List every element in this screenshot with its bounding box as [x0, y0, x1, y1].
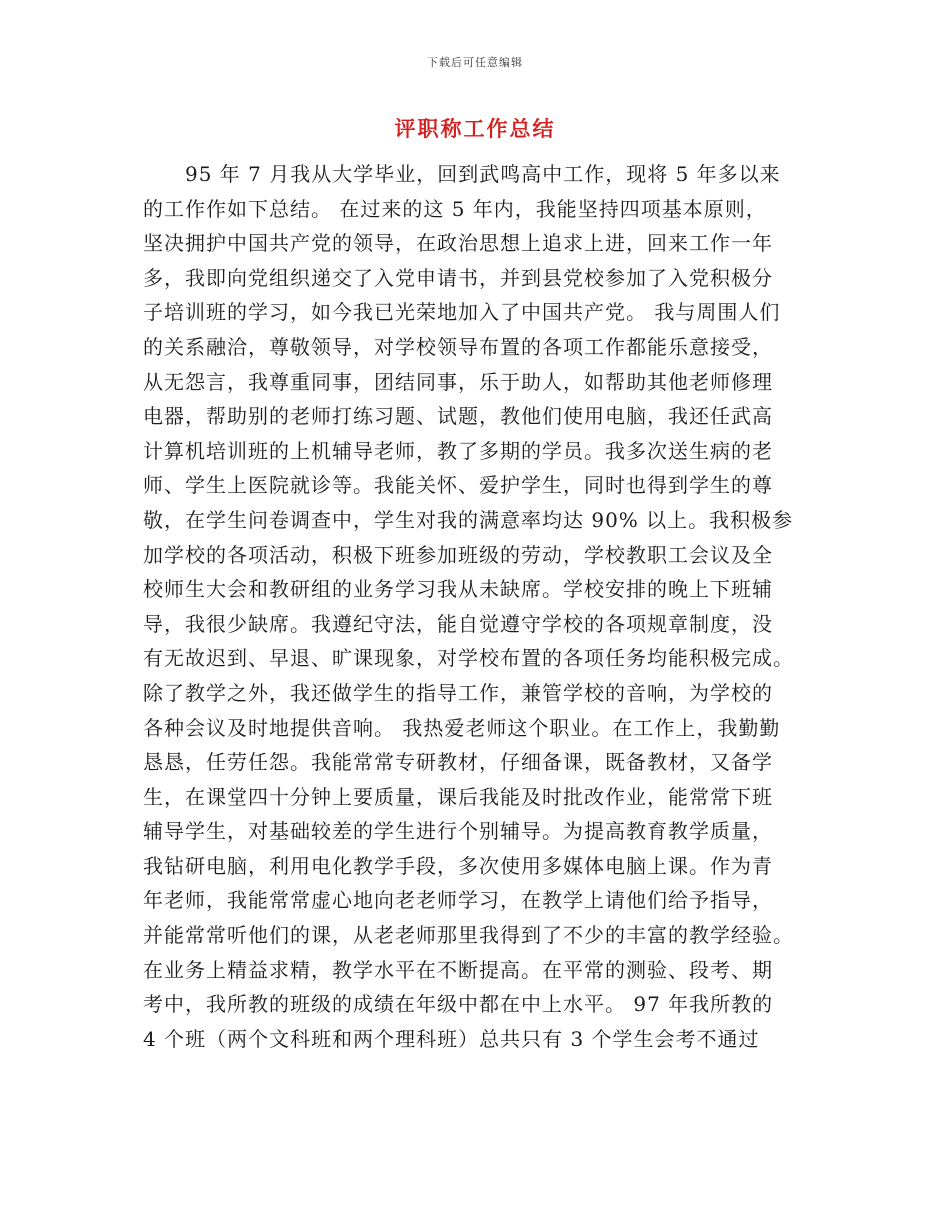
- document-title: 评职称工作总结: [394, 116, 556, 141]
- body-line: 我钻研电脑，利用电化教学手段，多次使用多媒体电脑上课。作为青: [143, 853, 773, 878]
- body-line: 计算机培训班的上机辅导老师，教了多期的学员。我多次送生病的老: [143, 438, 773, 463]
- header-note: 下载后可任意编辑: [427, 56, 523, 69]
- body-line: 有无故迟到、早退、旷课现象，对学校布置的各项任务均能积极完成。: [143, 646, 794, 671]
- body-line: 的工作作如下总结。 在过来的这 5 年内，我能坚持四项基本原则，: [143, 196, 767, 221]
- document-body: [143, 157, 813, 1056]
- body-line: 考中，我所教的班级的成绩在年级中都在中上水平。 97 年我所教的: [143, 992, 774, 1017]
- body-line: 校师生大会和教研组的业务学习我从未缺席。学校安排的晚上下班辅: [143, 577, 773, 602]
- body-line: 从无怨言，我尊重同事，团结同事，乐于助人，如帮助其他老师修理: [143, 369, 773, 394]
- body-line: 95 年 7 月我从大学毕业，回到武鸣高中工作，现将 5 年多以来: [185, 162, 781, 186]
- body-line: 多，我即向党组织递交了入党申请书，并到县党校参加了入党积极分: [143, 265, 773, 290]
- body-line: 并能常常听他们的课，从老老师那里我得到了不少的丰富的教学经验。: [143, 923, 794, 948]
- body-line: 的关系融洽，尊敬领导，对学校领导布置的各项工作都能乐意接受，: [143, 334, 773, 359]
- body-line: 年老师，我能常常虚心地向老老师学习，在教学上请他们给予指导，: [143, 888, 773, 913]
- body-line: 各种会议及时地提供音响。 我热爱老师这个职业。在工作上，我勤勤: [143, 715, 781, 740]
- body-line: 4 个班（两个文科班和两个理科班）总共只有 3 个学生会考不通过: [143, 1026, 760, 1051]
- body-line: 恳恳，任劳任怨。我能常常专研教材，仔细备课，既备教材，又备学: [143, 750, 773, 775]
- body-line: 敬，在学生问卷调查中，学生对我的满意率均达 90% 以上。我积极参: [143, 507, 794, 532]
- body-line: 除了教学之外，我还做学生的指导工作，兼管学校的音响，为学校的: [143, 680, 773, 705]
- body-line: 师、学生上医院就诊等。我能关怀、爱护学生，同时也得到学生的尊: [143, 473, 773, 498]
- body-line: 子培训班的学习，如今我已光荣地加入了中国共产党。 我与周围人们: [143, 300, 781, 325]
- body-line: 电器，帮助别的老师打练习题、试题，教他们使用电脑，我还任武高: [143, 404, 773, 429]
- body-line: 生，在课堂四十分钟上要质量，课后我能及时批改作业，能常常下班: [143, 784, 773, 809]
- body-line: 加学校的各项活动，积极下班参加班级的劳动，学校教职工会议及全: [143, 542, 773, 567]
- body-line: 导，我很少缺席。我遵纪守法，能自觉遵守学校的各项规章制度，没: [143, 611, 773, 636]
- body-line: 坚决拥护中国共产党的领导，在政治思想上追求上进，回来工作一年: [143, 231, 773, 256]
- body-line: 在业务上精益求精，教学水平在不断提高。在平常的测验、段考、期: [143, 957, 773, 982]
- body-line: 辅导学生，对基础较差的学生进行个别辅导。为提高教育教学质量，: [143, 819, 773, 844]
